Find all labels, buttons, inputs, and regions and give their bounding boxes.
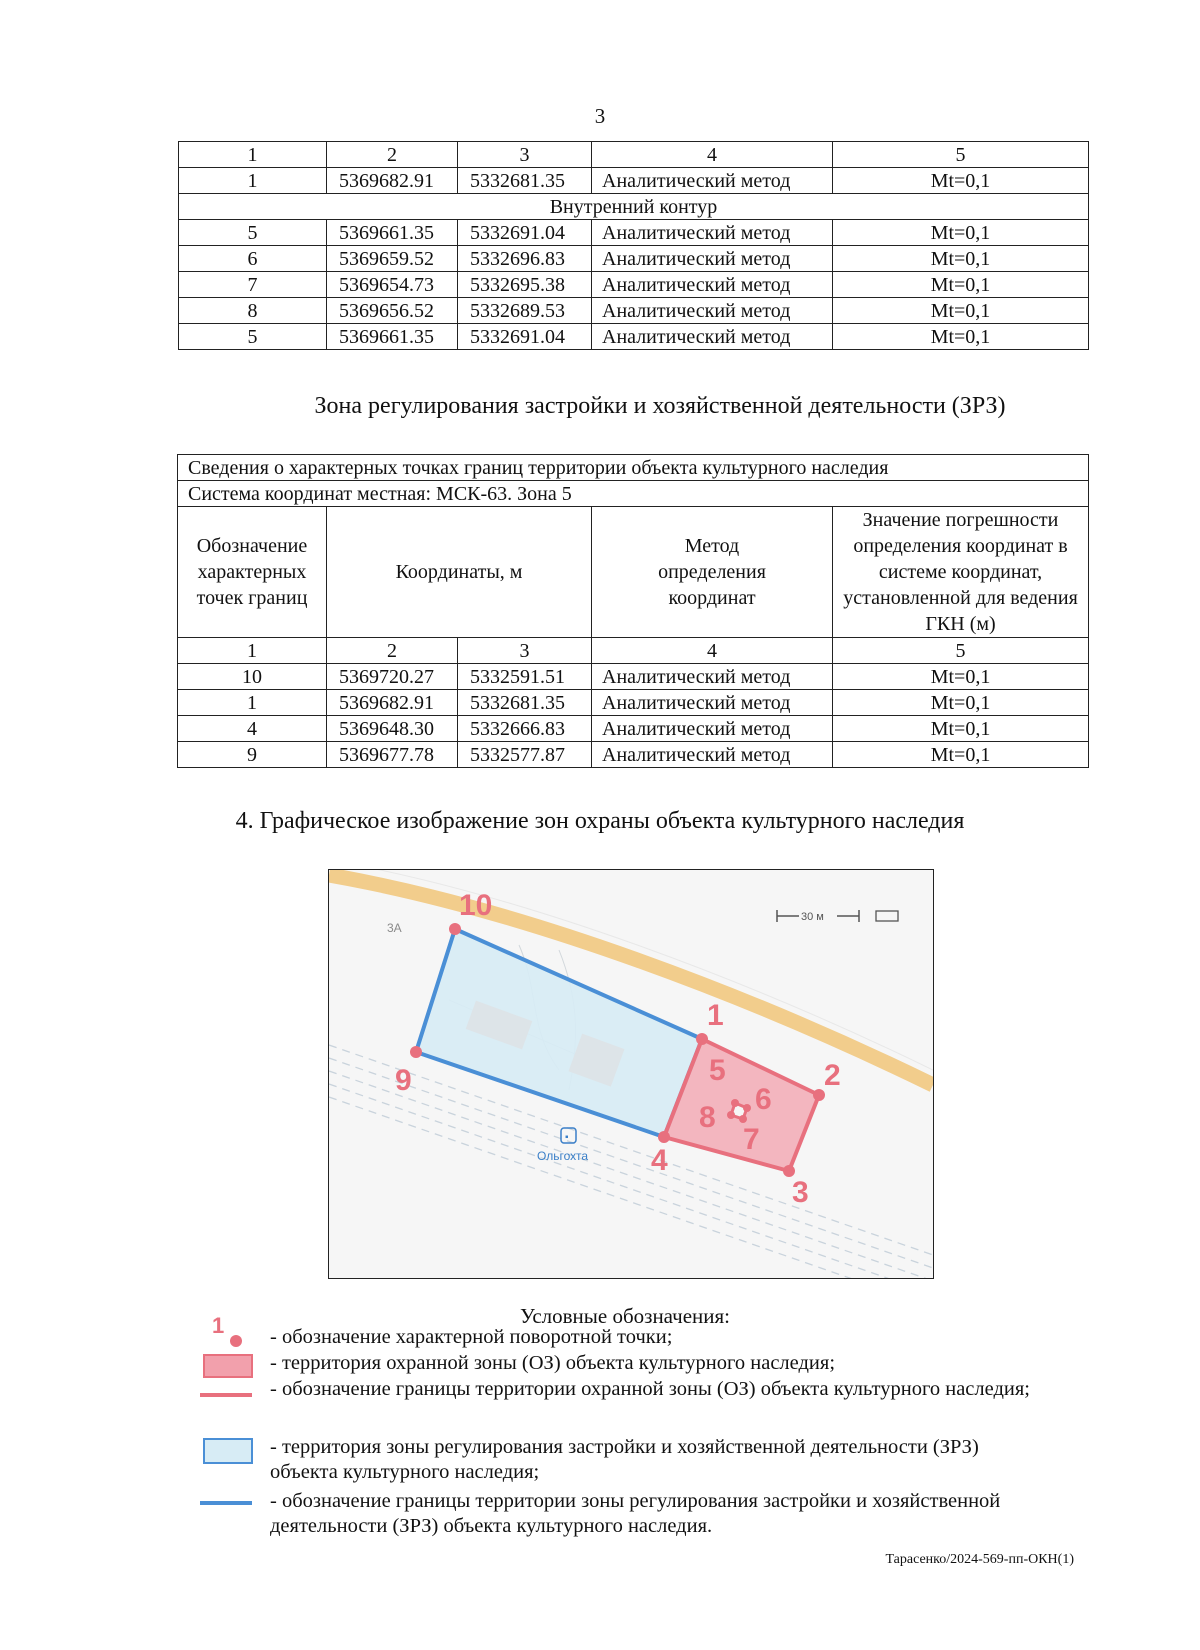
table-row: 6 5369659.52 5332696.83 Аналитический метод Mt=0,1 [179,246,1089,272]
legend-point-label: 1 [212,1313,225,1338]
point-label-3: 3 [792,1176,809,1209]
point-label-10: 10 [459,889,493,922]
zone-map-svg [329,870,933,1278]
svg-text:▪: ▪ [565,1132,569,1143]
point-label-5: 5 [709,1054,726,1087]
header-row [178,507,1089,638]
graphic-heading: 4. Графическое изображение зон охраны объекта культурного наследия [235,808,965,834]
point-label-4: 4 [651,1144,668,1177]
legend-zrz-border-icon [200,1501,252,1505]
stop-label: Ольгохта [537,1149,589,1163]
zrz-heading: Зона регулирования застройки и хозяйственной деятельности (ЗРЗ) [314,393,1006,419]
point-label-2: 2 [824,1059,841,1092]
point-label-9: 9 [395,1064,412,1097]
table-row: 7 5369654.73 5332695.38 Аналитический метод Mt=0,1 [179,272,1089,298]
header-method: Метод определения координат [592,507,833,638]
system-row: Система координат местная: МСК-63. Зона 5 [178,481,1089,507]
legend-point-icon [230,1335,242,1347]
point-label-6: 6 [755,1083,772,1116]
header-point: Обозначение характерных точек границ [178,507,327,638]
inner-contour-label: Внутренний контур [179,194,1089,220]
point-label-1: 1 [707,999,724,1032]
zone-map [328,869,934,1279]
scale-label: 30 м [801,911,824,923]
page-number: 3 [594,104,606,128]
table-row: 5 5369661.35 5332691.04 Аналитический метод Mt=0,1 [179,220,1089,246]
table-row: 1 5369682.91 5332681.35 Аналитический метод Mt=0,1 [179,168,1089,194]
section-row [179,194,1089,220]
table-row: 10 5369720.27 5332591.51 Аналитический метод Mt=0,1 [178,664,1089,690]
inner-contour-table [178,141,1089,350]
footer-reference: Тарасенко/2024-569-пп-ОКН(1) [885,1552,1074,1567]
legend-zrz-area-icon [203,1438,253,1464]
legend-title: Условные обозначения: [519,1304,731,1328]
point-label-7: 7 [743,1123,760,1156]
header-coords: Координаты, м [327,507,592,638]
table-row: 8 5369656.52 5332689.53 Аналитический метод Mt=0,1 [179,298,1089,324]
table-row: 5 5369661.35 5332691.04 Аналитический метод Mt=0,1 [179,324,1089,350]
table-row: 4 5369648.30 5332666.83 Аналитический метод Mt=0,1 [178,716,1089,742]
table-row: 1 5369682.91 5332681.35 Аналитический метод Mt=0,1 [178,690,1089,716]
legend-oz-area-icon [203,1354,253,1378]
zrz-points-table [177,454,1089,768]
point-label-8: 8 [699,1101,716,1134]
header-accuracy: Значение погрешности определения координат в системе координат, установленной для ведения ГКН (м) [833,507,1089,638]
legend-oz-border-icon [200,1393,252,1397]
table-row: 9 5369677.78 5332577.87 Аналитический метод Mt=0,1 [178,742,1089,768]
column-number-row: 1 2 3 4 5 [179,142,1089,168]
info-row: Сведения о характерных точках границ территории объекта культурного наследия [178,455,1089,481]
column-number-row: 1 2 3 4 5 [178,638,1089,664]
area-label: 3А [387,921,402,935]
